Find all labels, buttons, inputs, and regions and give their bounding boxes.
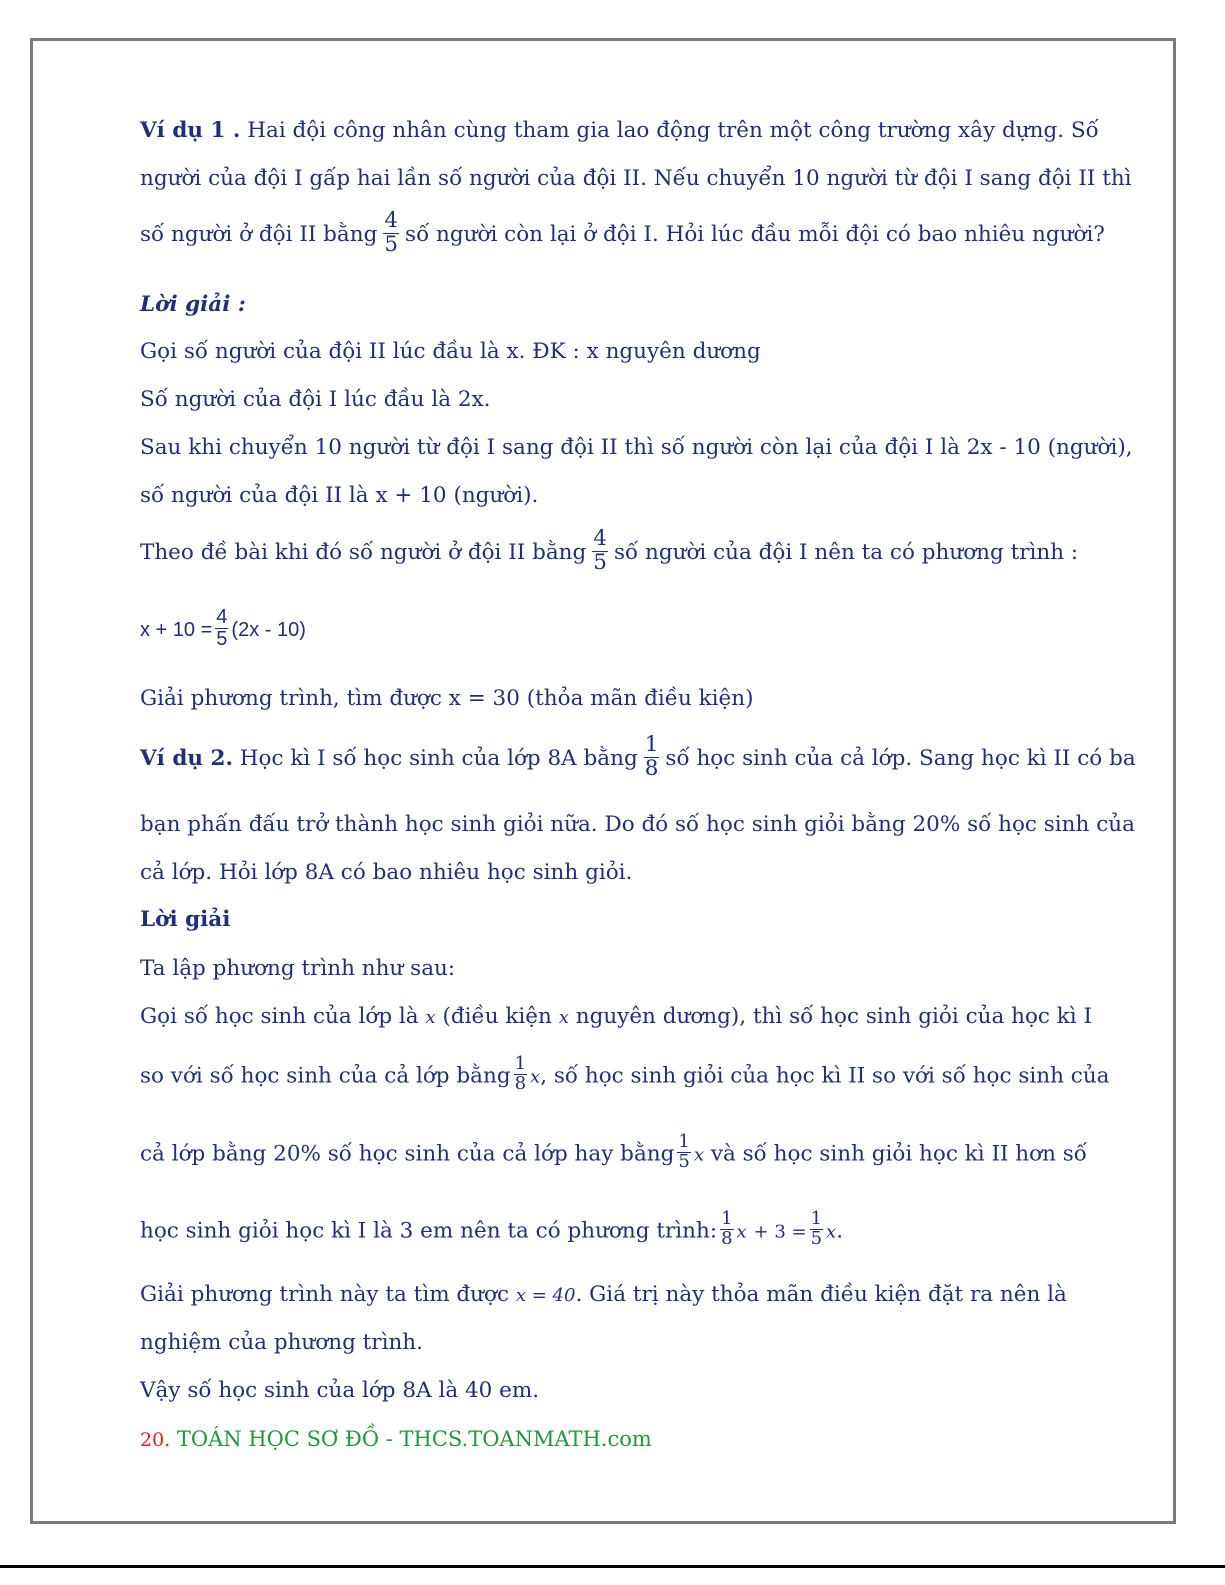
page-footer <box>140 1429 652 1450</box>
sol2-line-6: Giải phương trình này ta tìm được x = 40. Giá trị này thỏa mãn điều kiện đặt ra nên là <box>140 1282 1067 1307</box>
sol2-line-3: so với số học sinh của cả lớp bằng $\frac{1}{8}$ x, số học sinh giỏi của học kì II so với số học sinh của <box>140 1053 1110 1094</box>
sol1-line-1: Gọi số người của đội II lúc đầu là x. ĐK : x nguyên dương <box>140 339 761 364</box>
sol1-heading: Lời giải : <box>140 292 246 317</box>
ex1-line-1: Ví dụ 1 . Hai đội công nhân cùng tham gia lao động trên một công trường xây dựng. Số <box>140 118 1099 143</box>
sol1-equation: x + 10 = $\frac{4}{5}$ (2x - 10) <box>140 606 306 650</box>
page-number: 20. <box>140 1429 171 1451</box>
footer-source: TOÁN HỌC SƠ ĐỒ - THCS.TOANMATH.com <box>170 1427 652 1451</box>
sol1-line-4: số người của đội II là x + 10 (người). <box>140 483 539 508</box>
fraction-1-8: $\frac{1}{8}$ <box>721 1208 733 1249</box>
sol1-line-5: Theo đề bài khi đó số người ở đội II bằng $\frac{4}{5}$ số người của đội I nên ta có phương trình : <box>140 526 1079 575</box>
ex1-line-2: người của đội I gấp hai lần số người của đội II. Nếu chuyển 10 người từ đội I sang đội II thì <box>140 166 1132 191</box>
fraction-4-5: $\frac{4}{5}$ <box>384 208 399 257</box>
fraction-1-5: $\frac{1}{5}$ <box>678 1131 690 1172</box>
sol2-heading: Lời giải <box>140 907 231 932</box>
sol1-line-7: Giải phương trình, tìm được x = 30 (thỏa mãn điều kiện) <box>140 686 754 711</box>
bottom-rule <box>0 1565 1225 1568</box>
sol2-line-1: Ta lập phương trình như sau: <box>140 956 456 981</box>
ex2-title: Ví dụ 2. <box>140 746 233 772</box>
sol2-line-5: học sinh giỏi học kì I là 3 em nên ta có phương trình: $\frac{1}{8}$ x + 3 = $\frac{1}{5}$ x. <box>140 1208 844 1249</box>
ex2-line-1: Ví dụ 2. Học kì I số học sinh của lớp 8A bằng $\frac{1}{8}$ số học sinh của cả lớp. Sang học kì II có ba <box>140 732 1136 781</box>
sol2-line-2: Gọi số học sinh của lớp là x (điều kiện x nguyên dương), thì số học sinh giỏi của học kì I <box>140 1004 1093 1029</box>
ex2-line-3: cả lớp. Hỏi lớp 8A có bao nhiêu học sinh giỏi. <box>140 860 633 885</box>
fraction-4-5: $\frac{4}{5}$ <box>216 606 228 650</box>
fraction-1-5: $\frac{1}{5}$ <box>810 1208 823 1249</box>
fraction-1-8: $\frac{1}{8}$ <box>644 732 659 781</box>
sol1-line-3: Sau khi chuyển 10 người từ đội I sang đội II thì số người còn lại của đội I là 2x - 10 (người), <box>140 435 1133 460</box>
sol2-line-7: nghiệm của phương trình. <box>140 1330 423 1355</box>
ex1-title: Ví dụ 1 . <box>140 118 241 143</box>
sol1-line-2: Số người của đội I lúc đầu là 2x. <box>140 387 491 412</box>
fraction-1-8: $\frac{1}{8}$ <box>514 1053 527 1094</box>
fraction-4-5: $\frac{4}{5}$ <box>593 526 607 575</box>
sol2-line-4: cả lớp bằng 20% số học sinh của cả lớp hay bằng $\frac{1}{5}$ x và số học sinh giỏi học kì II hơn số <box>140 1131 1087 1172</box>
ex2-line-2: bạn phấn đấu trở thành học sinh giỏi nữa. Do đó số học sinh giỏi bằng 20% số học sinh của <box>140 812 1135 837</box>
sol2-line-8: Vậy số học sinh của lớp 8A là 40 em. <box>140 1378 540 1403</box>
ex1-line-3: số người ở đội II bằng $\frac{4}{5}$ số người còn lại ở đội I. Hỏi lúc đầu mỗi đội có bao nhiêu người? <box>140 208 1105 257</box>
